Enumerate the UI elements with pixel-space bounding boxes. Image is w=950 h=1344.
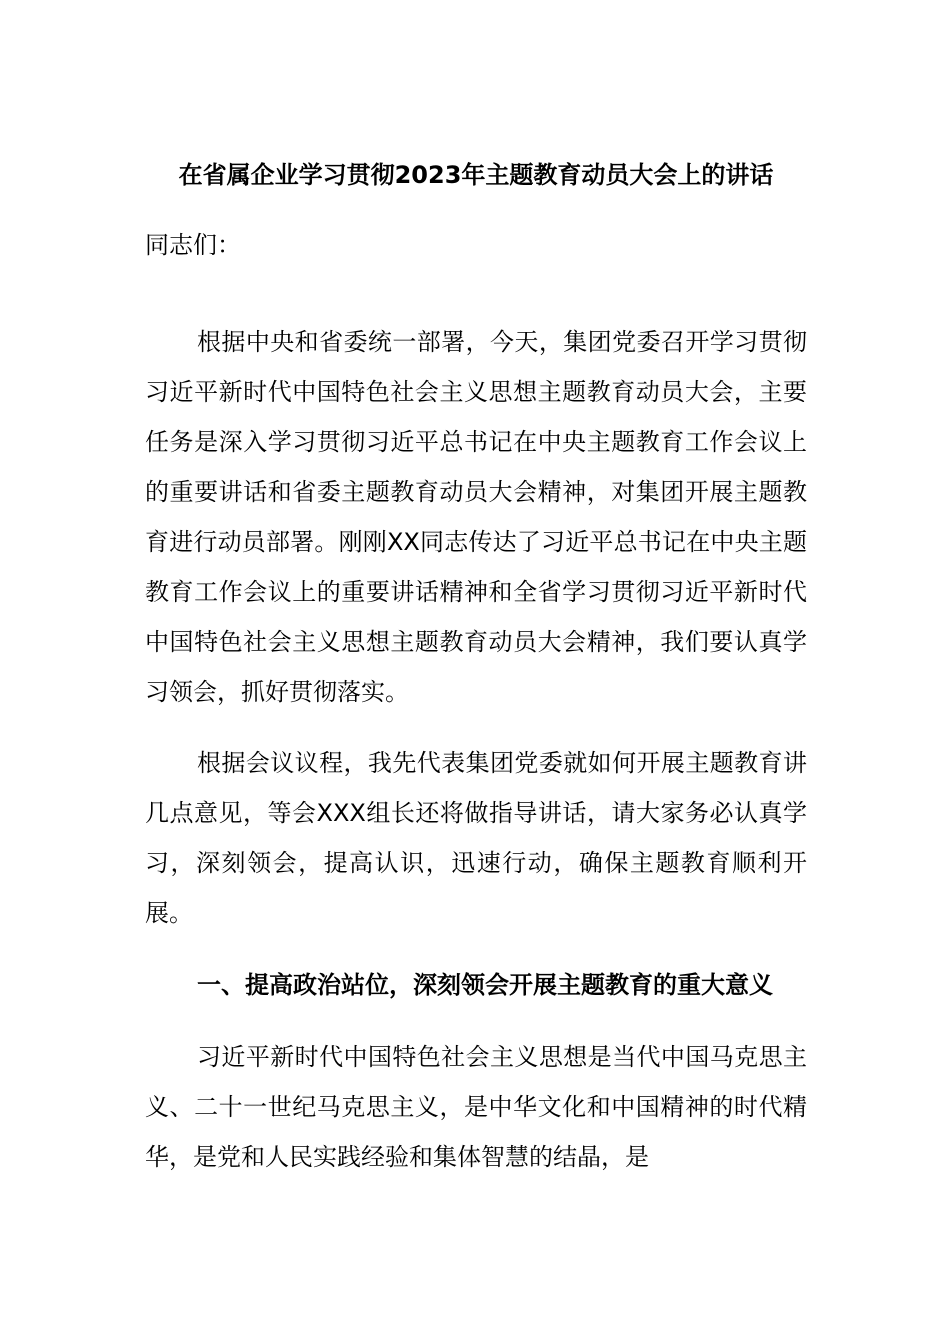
document-title: 在省属企业学习贯彻2023年主题教育动员大会上的讲话 — [178, 161, 774, 189]
paragraph-section-1: 习近平新时代中国特色社会主义思想是当代中国马克思主义、二十一世纪马克思主义，是中华文化和中国精神的时代精华，是党和人民实践经验和集体智慧的结晶，是 — [145, 1043, 807, 1171]
document-body — [145, 150, 807, 1182]
section-heading-1: 一、提高政治站位，深刻领会开展主题教育的重大意义 — [197, 971, 773, 999]
salutation: 同志们： — [145, 231, 241, 259]
paragraph-agenda: 根据会议议程，我先代表集团党委就如何开展主题教育讲几点意见，等会XXX组长还将做指导讲话，请大家务必认真学习，深刻领会，提高认识，迅速行动，确保主题教育顺利开展。 — [145, 749, 807, 927]
paragraph-opening: 根据中央和省委统一部署，今天，集团党委召开学习贯彻习近平新时代中国特色社会主义思想主题教育动员大会，主要任务是深入学习贯彻习近平总书记在中央主题教育工作会议上的重要讲话和省委主题教育动员大会精神，对集团开展主题教育进行动员部署。刚刚XX同志传达了习近平总书记在中央主题教育工作会议上的重要讲话精神和全省学习贯彻习近平新时代中国特色社会主义思想主题教育动员大会精神，我们要认真学习领会，抓好贯彻落实。 — [145, 328, 807, 706]
